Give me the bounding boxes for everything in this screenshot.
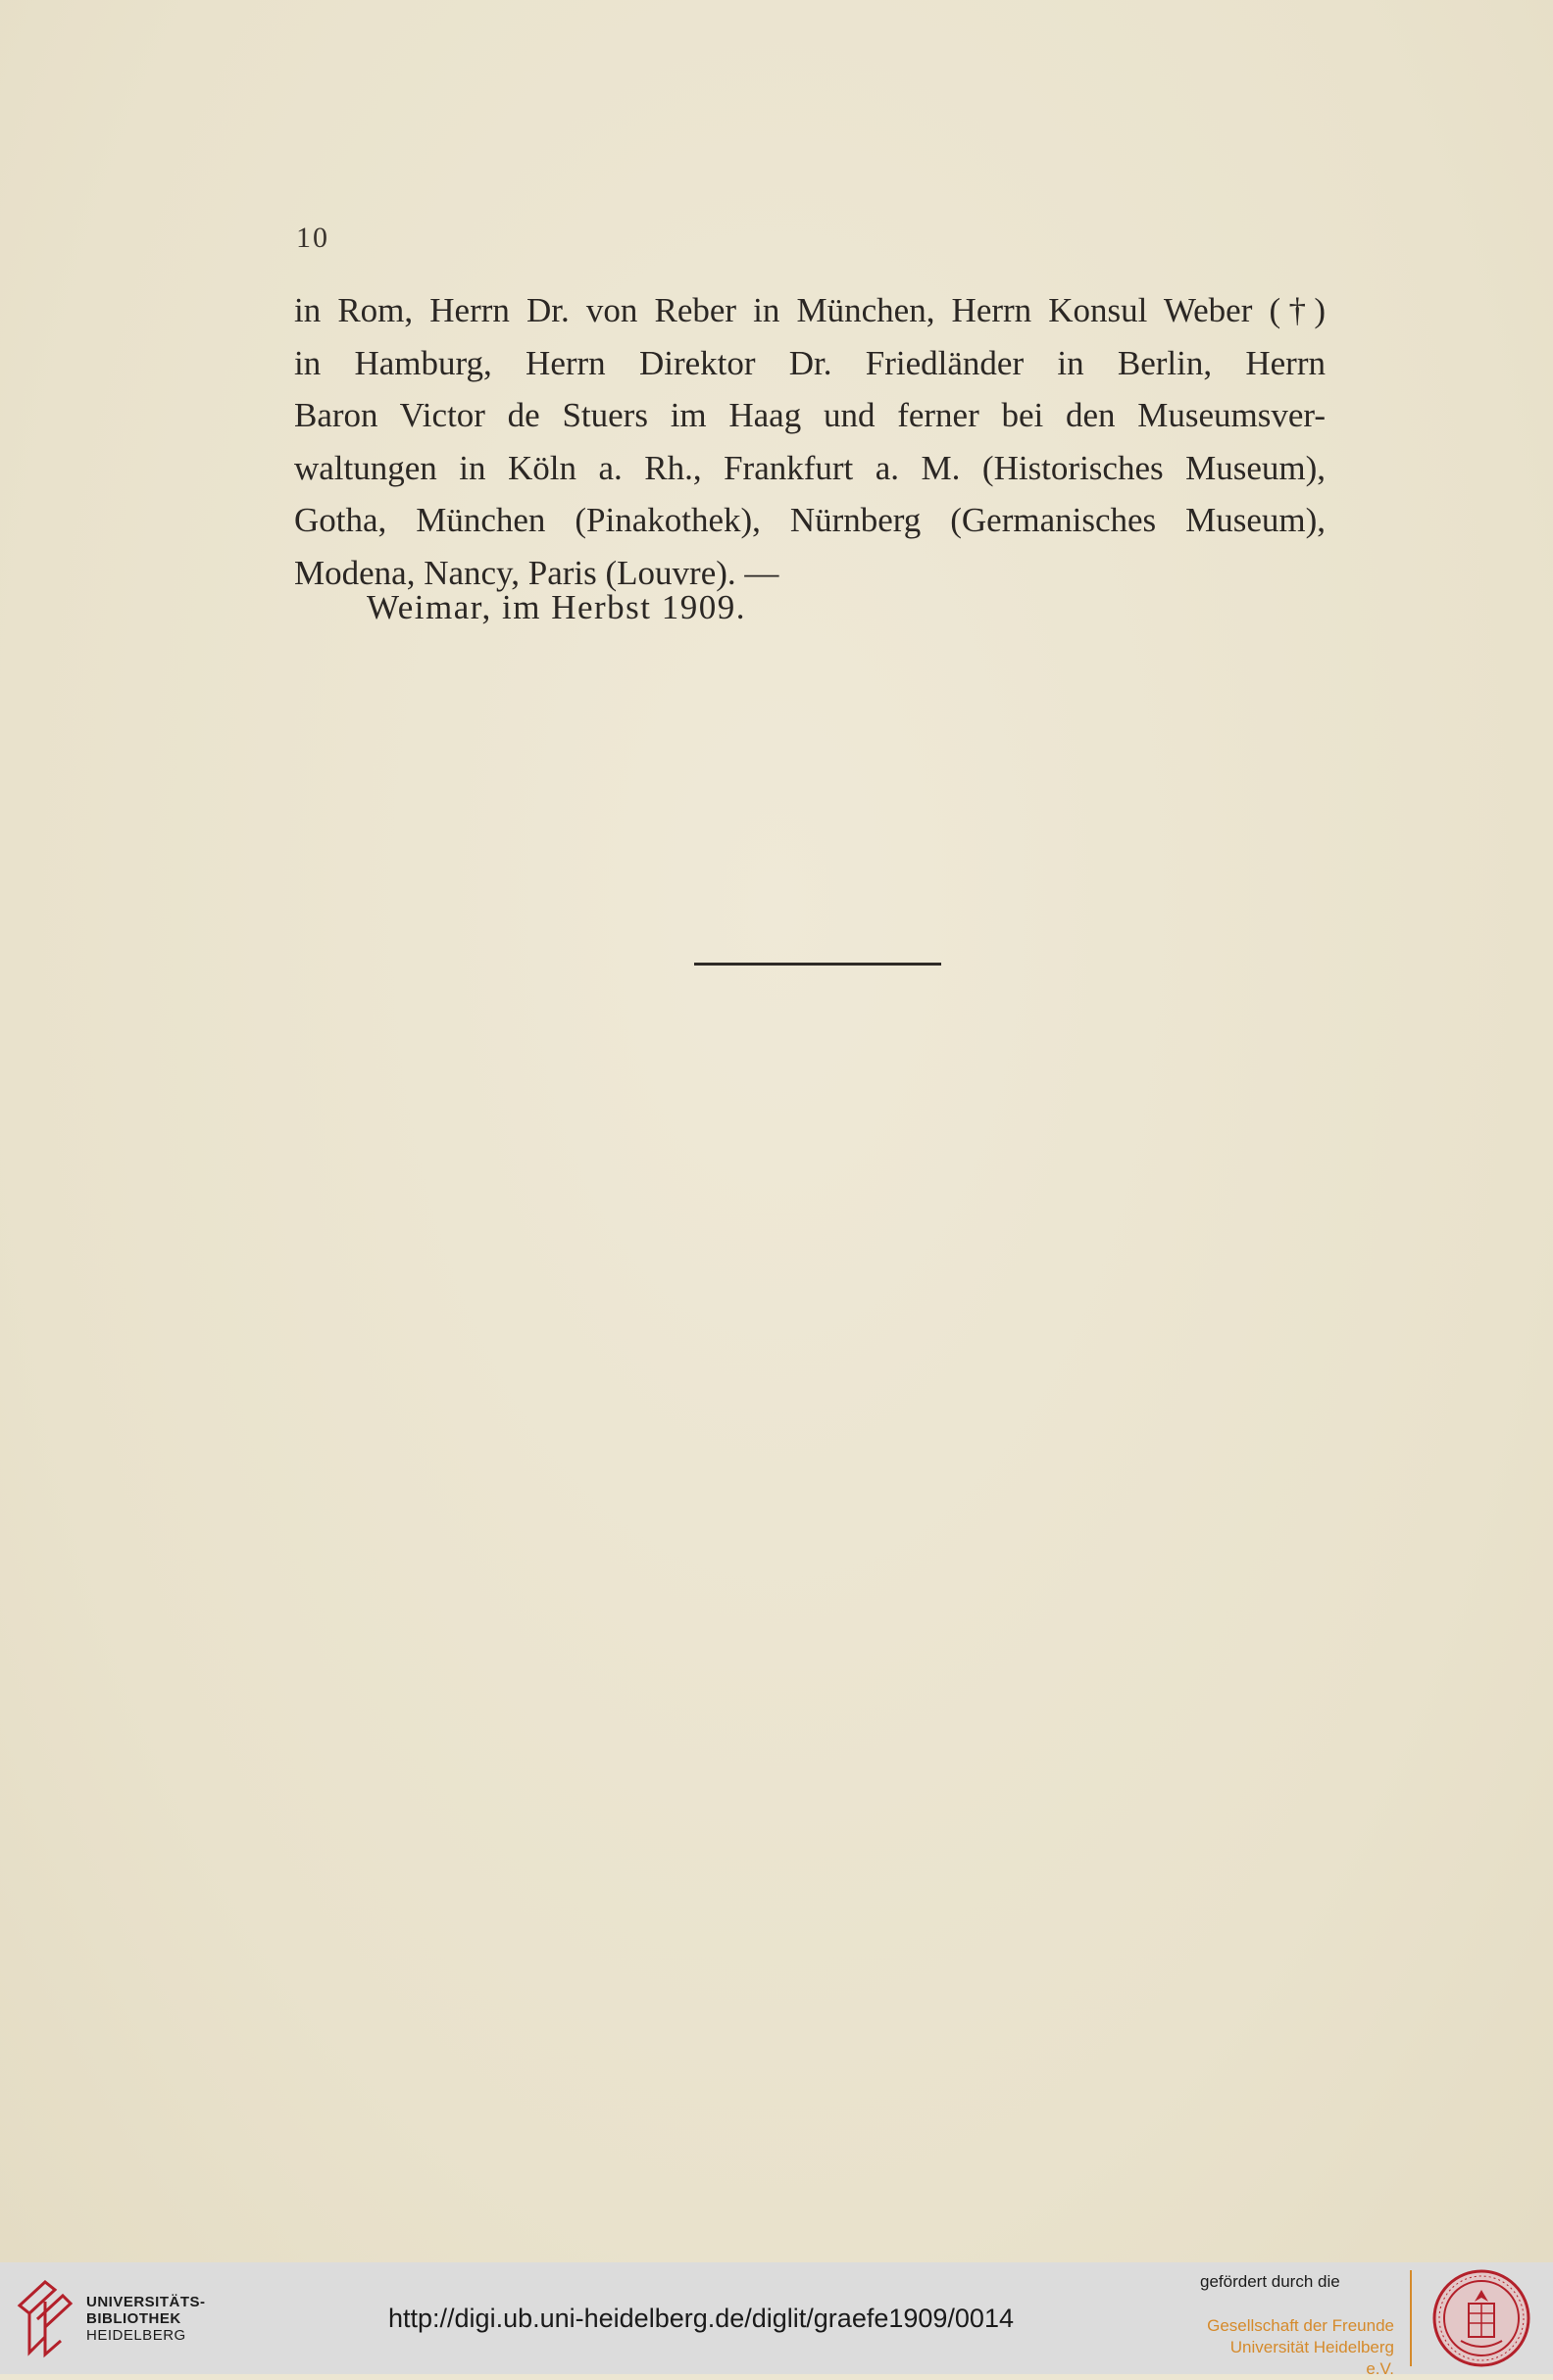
library-name-line: BIBLIOTHEK — [86, 2310, 181, 2327]
sponsor-name — [1198, 2315, 1394, 2380]
text-line: waltungen in Köln a. Rh., Frankfurt a. M. (Historisches Museum), — [294, 448, 1326, 487]
ub-heidelberg-logo-icon — [16, 2276, 75, 2358]
text-line: in Rom, Herrn Dr. von Reber in München, Herrn Konsul Weber (†) — [294, 291, 1326, 329]
text-line: in Hamburg, Herrn Direktor Dr. Friedländer in Berlin, Herrn — [294, 343, 1326, 382]
sponsor-divider — [1410, 2270, 1412, 2366]
text-line: Gotha, München (Pinakothek), Nürnberg (Germanisches Museum), — [294, 501, 1326, 539]
section-divider — [694, 963, 941, 966]
library-name-line: UNIVERSITÄTS- — [86, 2294, 206, 2310]
page-number: 10 — [296, 222, 329, 254]
sponsor-name-line: Universität Heidelberg e.V. — [1229, 2338, 1394, 2378]
signature-line: Weimar, im Herbst 1909. — [367, 588, 747, 626]
sponsor-label: gefördert durch die — [1200, 2272, 1340, 2291]
permalink-url[interactable]: http://digi.ub.uni-heidelberg.de/diglit/graefe1909/0014 — [388, 2304, 1014, 2333]
university-seal-icon — [1431, 2268, 1531, 2368]
text-line: Baron Victor de Stuers im Haag und ferner bei den Museumsver- — [294, 396, 1326, 434]
library-name — [86, 2294, 206, 2344]
library-name-line: HEIDELBERG — [86, 2327, 186, 2344]
text-line: Modena, Nancy, Paris (Louvre). — — [294, 553, 779, 592]
footer-bar — [0, 2262, 1553, 2378]
body-paragraph — [294, 284, 1326, 599]
sponsor-name-line: Gesellschaft der Freunde — [1207, 2316, 1394, 2335]
